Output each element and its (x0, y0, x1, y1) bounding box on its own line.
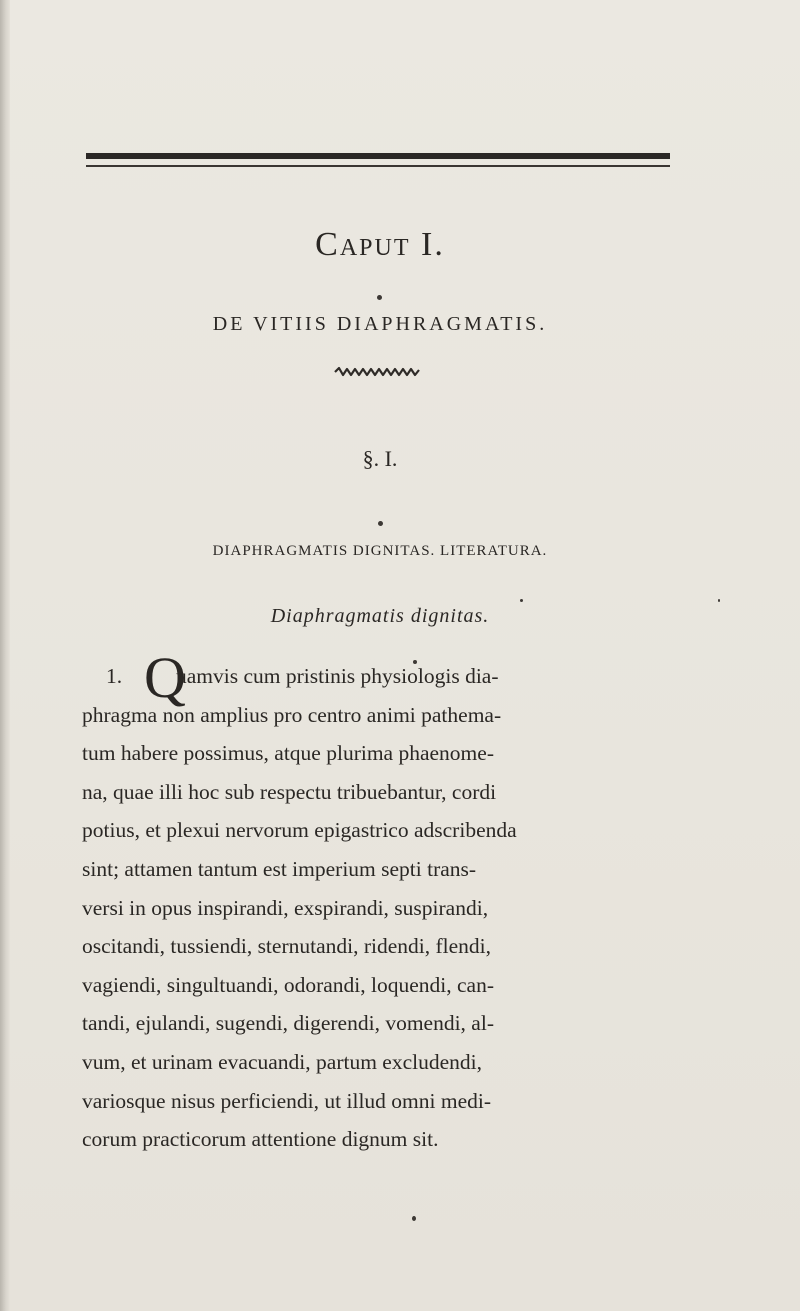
ink-speck (377, 295, 382, 300)
chapter-title: DE VITIIS DIAPHRAGMATIS. (212, 313, 548, 335)
paragraph-line: variosque nisus perficiendi, ut illud omni medi- (82, 1088, 492, 1113)
chapter-heading: Caput I. (315, 226, 445, 263)
header-rule-thin (86, 165, 670, 167)
section-title: DIAPHRAGMATIS DIGNITAS. LITERATURA. (212, 543, 548, 559)
section-subtitle: Diaphragmatis dignitas. (270, 605, 490, 627)
paragraph-line: corum practicorum attentione dignum sit. (82, 1127, 439, 1152)
drop-cap: Q (144, 645, 186, 710)
paragraph-first-line (82, 645, 682, 710)
paragraph-line: potius, et plexui nervorum epigastrico adscribenda (82, 818, 517, 843)
paragraph-number: 1. (106, 664, 123, 688)
ink-speck (520, 599, 523, 602)
paragraph-line: tandi, ejulandi, sugendi, digerendi, vomendi, al- (82, 1011, 494, 1036)
paragraph-line: versi in opus inspirandi, exspirandi, suspirandi, (82, 895, 489, 920)
ink-speck (718, 599, 720, 602)
page-gutter-shadow (0, 0, 10, 1311)
paragraph-first-line-text: uamvis cum pristinis physiologis dia- (176, 664, 499, 688)
paragraph-line: sint; attamen tantum est imperium septi trans- (82, 856, 477, 881)
wavy-ornament-icon (333, 366, 423, 378)
ink-speck (378, 521, 383, 526)
header-rule-thick (86, 153, 670, 159)
ink-speck (413, 660, 417, 664)
body-paragraph (82, 645, 682, 1159)
ink-speck (412, 1216, 416, 1221)
section-number: §. I. (362, 446, 398, 471)
paragraph-line: na, quae illi hoc sub respectu tribuebantur, cordi (82, 779, 497, 804)
paragraph-line: oscitandi, tussiendi, sternutandi, ridendi, flendi, (82, 934, 492, 959)
paragraph-line: tum habere possimus, atque plurima phaenome- (82, 741, 494, 766)
paragraph-line: vum, et urinam evacuandi, partum excludendi, (82, 1049, 483, 1074)
paragraph-line: phragma non amplius pro centro animi pathema- (82, 702, 502, 727)
paragraph-line: vagiendi, singultuandi, odorandi, loquendi, can- (82, 972, 494, 997)
